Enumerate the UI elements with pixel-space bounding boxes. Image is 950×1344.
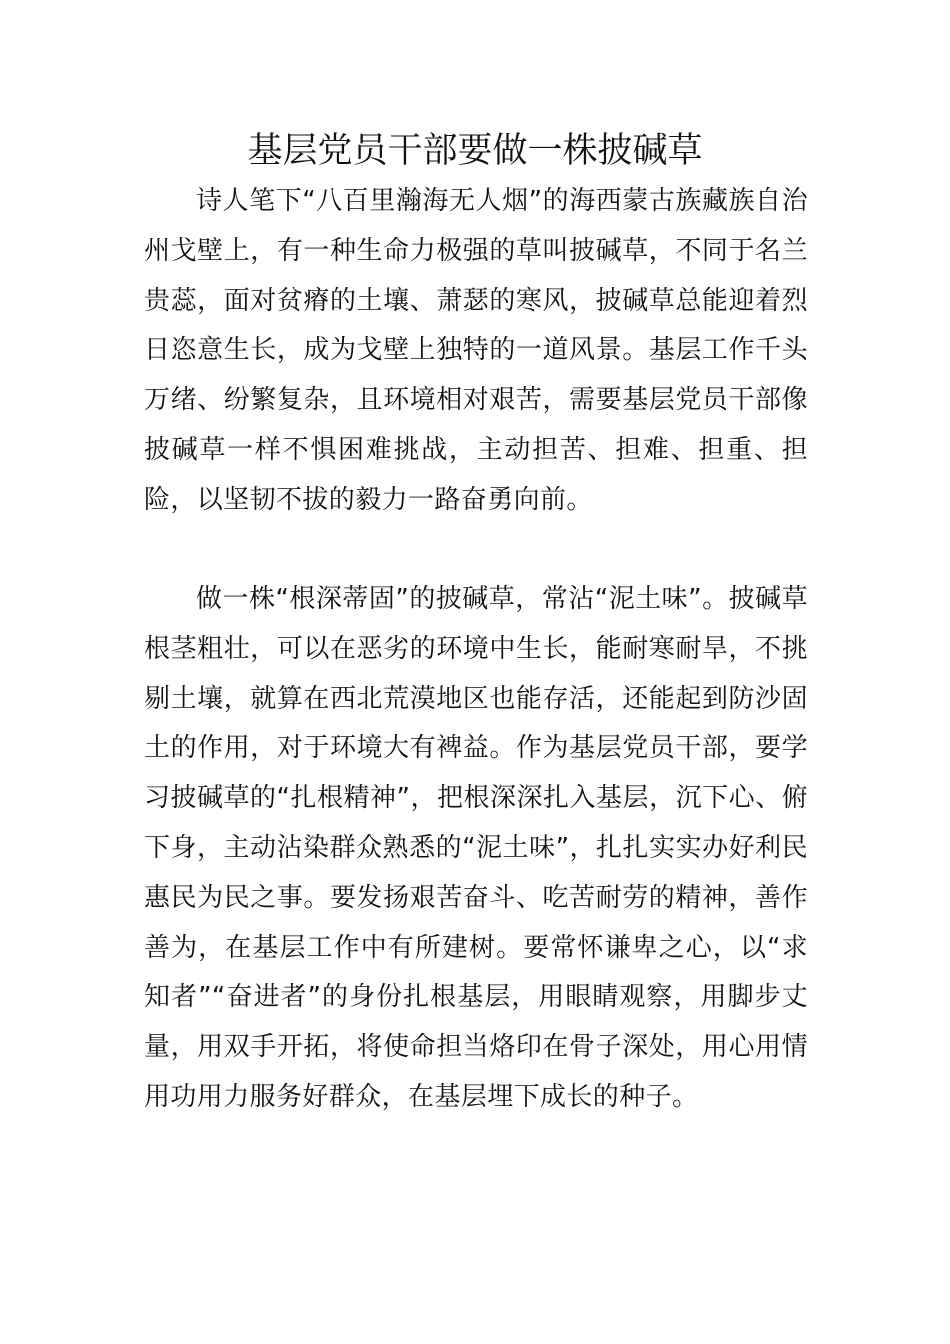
paragraph-intro: 诗人笔下“八百里瀚海无人烟”的海西蒙古族藏族自治州戈壁上，有一种生命力极强的草叫披碱草，不同于名兰贵蕊，面对贫瘠的土壤、萧瑟的寒风，披碱草总能迎着烈日恣意生长，成为戈壁上独特的一道风景。基层工作千头万绪、纷繁复杂，且环境相对艰苦，需要基层党员干部像披碱草一样不惧困难挑战，主动担苦、担难、担重、担险，以坚韧不拔的毅力一路奋勇向前。	[144, 186, 808, 515]
document-title: 基层党员干部要做一株披碱草	[247, 131, 703, 171]
paragraph-rooted: 做一株“根深蒂固”的披碱草，常沾“泥土味”。披碱草根茎粗壮，可以在恶劣的环境中生长，能耐寒耐旱，不挑剔土壤，就算在西北荒漠地区也能存活，还能起到防沙固土的作用，对于环境大有裨益。作为基层党员干部，要学习披碱草的“扎根精神”，把根深深扎入基层，沉下心、俯下身，主动沾染群众熟悉的“泥土味”，扎扎实实办好利民惠民为民之事。要发扬艰苦奋斗、吃苦耐劳的精神，善作善为，在基层工作中有所建树。要常怀谦卑之心，以“求知者”“奋进者”的身份扎根基层，用眼睛观察，用脚步丈量，用双手开拓，将使命担当烙印在骨子深处，用心用情用功用力服务好群众，在基层埋下成长的种子。	[144, 584, 808, 1112]
